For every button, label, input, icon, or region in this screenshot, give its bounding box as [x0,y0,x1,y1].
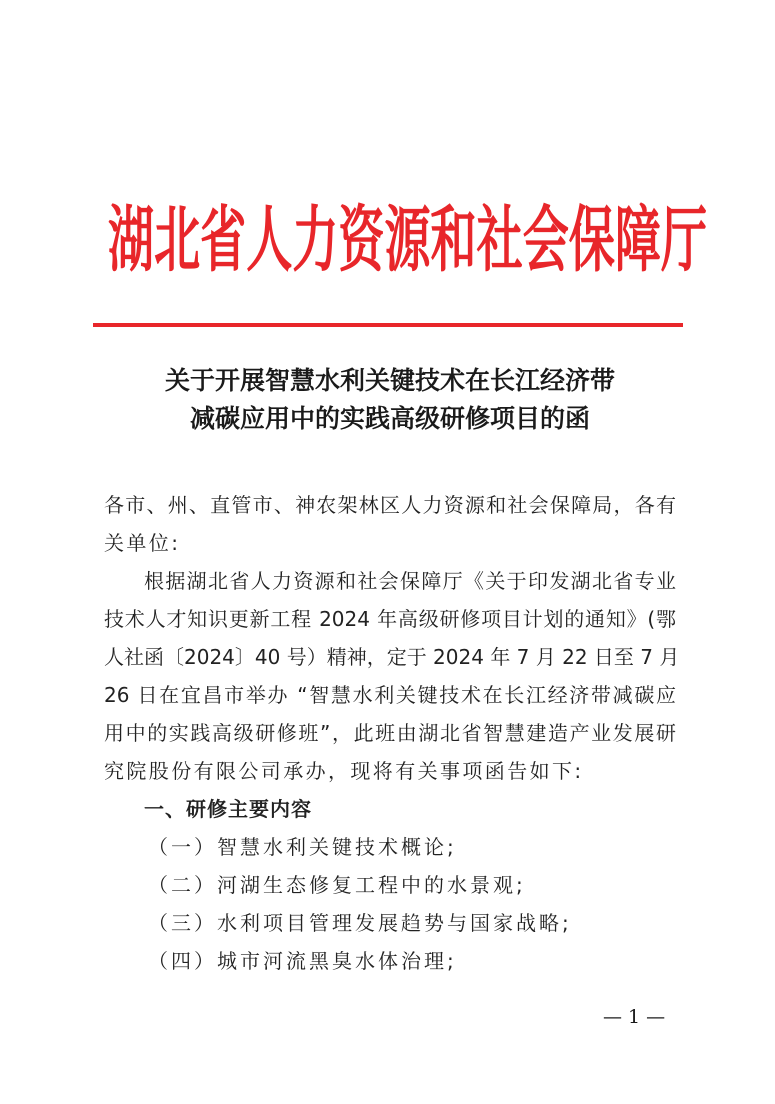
list-item: （三）水利项目管理发展趋势与国家战略; [148,911,572,935]
section-heading: 一、研修主要内容 [144,797,312,821]
addressee-line-2: 关单位: [104,531,181,555]
paragraph-line-5: 用中的实践高级研修班”，此班由湖北省智慧建造产业发展研 [104,721,676,745]
paragraph-line-1: 根据湖北省人力资源和社会保障厅《关于印发湖北省专业 [144,569,676,593]
issuer-masthead [108,196,708,286]
page-number: — 1 — [603,1006,666,1028]
paragraph-line-2: 技术人才知识更新工程 2024 年高级研修项目计划的通知》(鄂 [104,607,676,631]
document-title [95,362,685,438]
list-item: （二）河湖生态修复工程中的水景观; [148,873,526,897]
title-line-1: 关于开展智慧水利关键技术在长江经济带 [164,366,615,395]
red-divider-rule [93,323,683,327]
list-item: （四）城市河流黑臭水体治理; [148,949,457,973]
paragraph-line-3: 人社函〔2024〕40 号）精神，定于 2024 年 7 月 22 日至 7 月 [104,645,680,669]
addressee-line-1: 各市、州、直管市、神农架林区人力资源和社会保障局，各有 [104,493,676,517]
paragraph-line-6: 究院股份有限公司承办，现将有关事项函告如下: [104,759,584,783]
list-item: （一）智慧水利关键技术概论; [148,835,457,859]
paragraph-line-4: 26 日在宜昌市举办 “智慧水利关键技术在长江经济带减碳应 [104,683,676,707]
document-body [104,486,680,980]
title-line-2: 减碳应用中的实践高级研修项目的函 [189,404,590,433]
issuer-name: 湖北省人力资源和社会保障厅 [108,198,708,283]
